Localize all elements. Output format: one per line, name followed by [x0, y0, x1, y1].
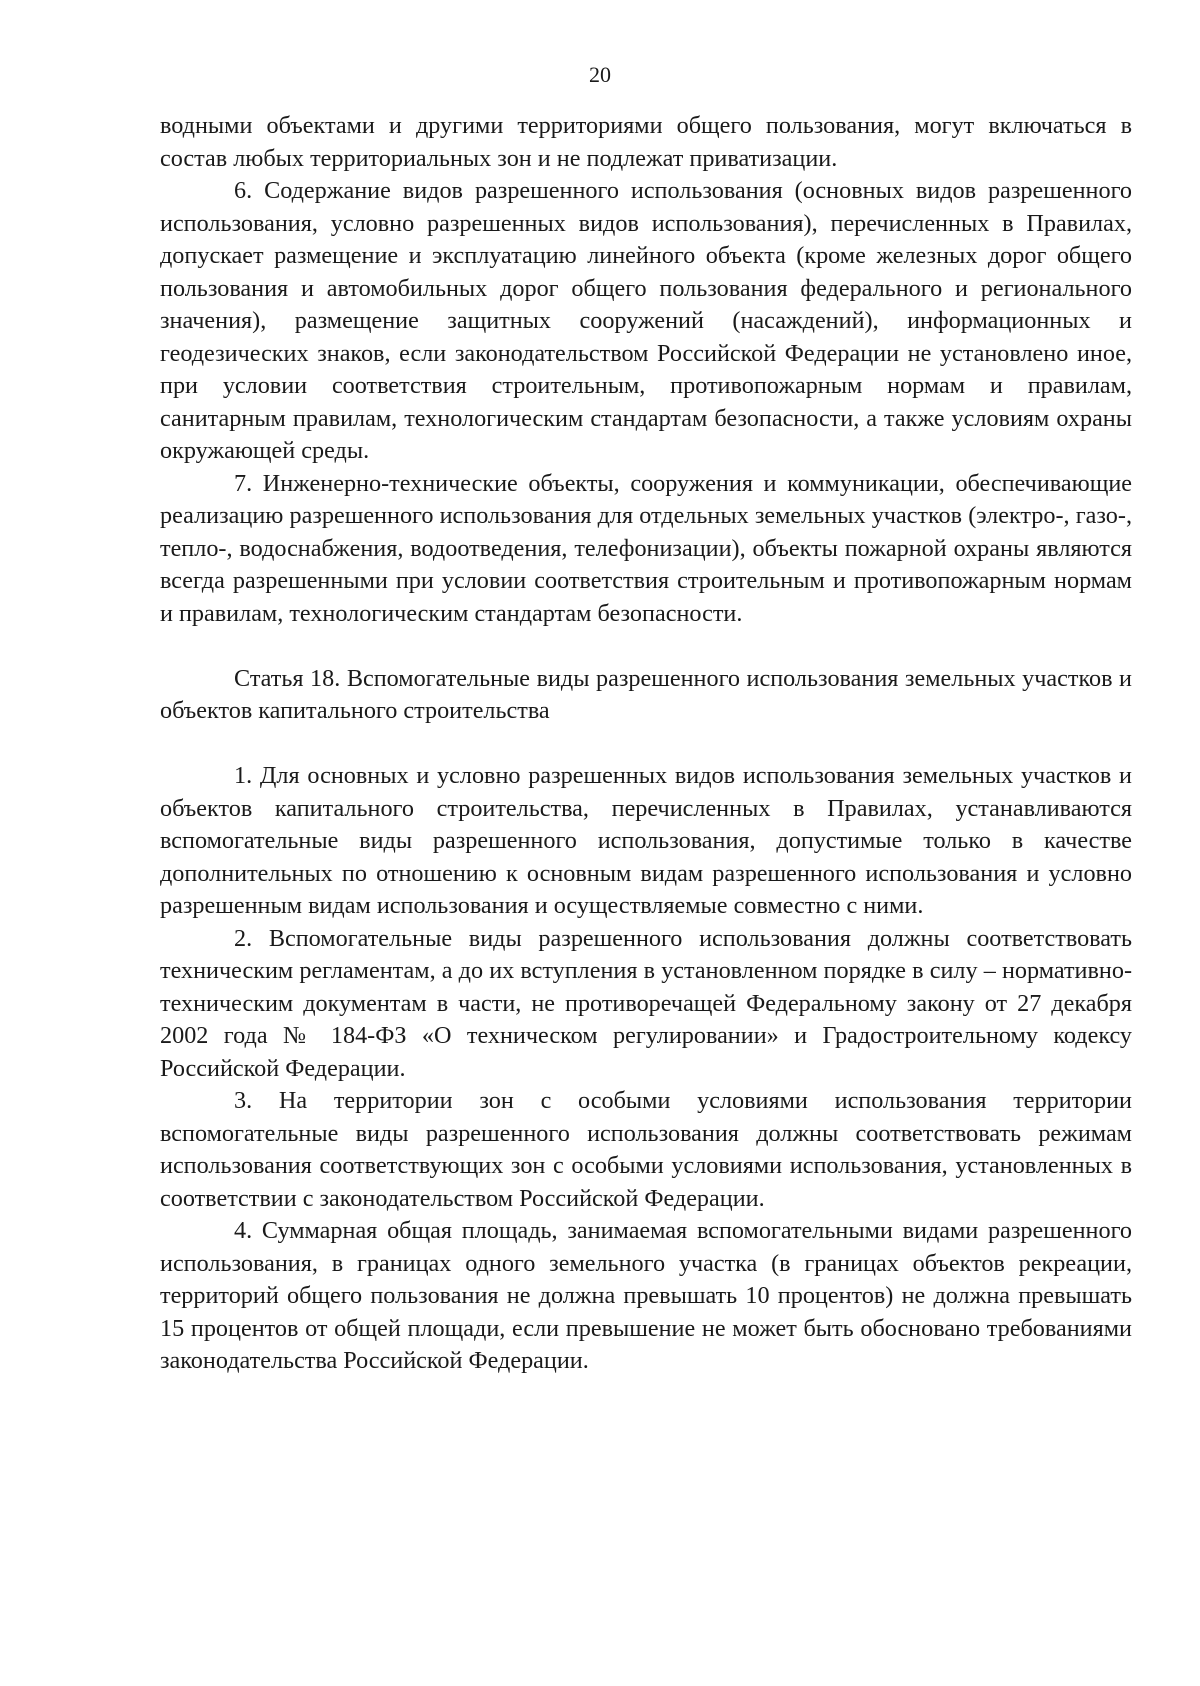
paragraph-continuation: водными объектами и другими территориями общего пользования, могут включаться в состав любых территориальных зон и не подлежат приватизации.: [160, 112, 1132, 172]
article-18-paragraph-4: 4. Суммарная общая площадь, занимаемая вспомогательными видами разрешенного использования, в границах одного земельного участка (в границах объектов рекреации, территорий общего пользования не должна превышать 10 процентов) не должна превышать 15 процентов от общей площади, если превышение не может быть обосновано требованиями законодательства Российской Федерации.: [160, 1217, 1132, 1374]
article-18-heading: Статья 18. Вспомогательные виды разрешенного использования земельных участков и объектов капитального строительства: [160, 664, 1132, 724]
paragraph-6: 6. Содержание видов разрешенного использования (основных видов разрешенного использования, условно разрешенных видов использования), перечисленных в Правилах, допускает размещение и эксплуатацию линейного объекта (кроме железных дорог общего пользования и автомобильных дорог общего пользования федерального и регионального значения), размещение защитных сооружений (насаждений), информационных и геодезических знаков, если законодательством Российской Федерации не установлено иное, при условии соответствия строительным, противопожарным нормам и правилам, санитарным правилам, технологическим стандартам безопасности, а также условиям охраны окружающей среды.: [160, 177, 1132, 464]
article-18-paragraph-3: 3. На территории зон с особыми условиями использования территории вспомогательные виды разрешенного использования должны соответствовать режимам использования соответствующих зон с особыми условиями использования, установленных в соответствии с законодательством Российской Федерации.: [160, 1087, 1132, 1212]
article-18-paragraph-1: 1. Для основных и условно разрешенных видов использования земельных участков и объектов капитального строительства, перечисленных в Правилах, устанавливаются вспомогательные виды разрешенного использования, допустимые только в качестве дополнительных по отношению к основным видам разрешенного использования и условно разрешенным видам использования и осуществляемые совместно с ними.: [160, 762, 1132, 919]
page-number: 20: [589, 62, 611, 87]
document-body: [160, 110, 1132, 1378]
article-18-paragraph-2: 2. Вспомогательные виды разрешенного использования должны соответствовать техническим регламентам, а до их вступления в установленном порядке в силу – нормативно-техническим документам в части, не противоречащей Федеральному закону от 27 декабря 2002 года № 184-ФЗ «О техническом регулировании» и Градостроительному кодексу Российской Федерации.: [160, 924, 1132, 1082]
paragraph-7: 7. Инженерно-технические объекты, сооружения и коммуникации, обеспечивающие реализацию разрешенного использования для отдельных земельных участков (электро-, газо-, тепло-, водоснабжения, водоотведения, телефонизации), объекты пожарной охраны являются всегда разрешенными при условии соответствия строительным и противопожарным нормам и правилам, технологическим стандартам безопасности.: [160, 469, 1132, 627]
